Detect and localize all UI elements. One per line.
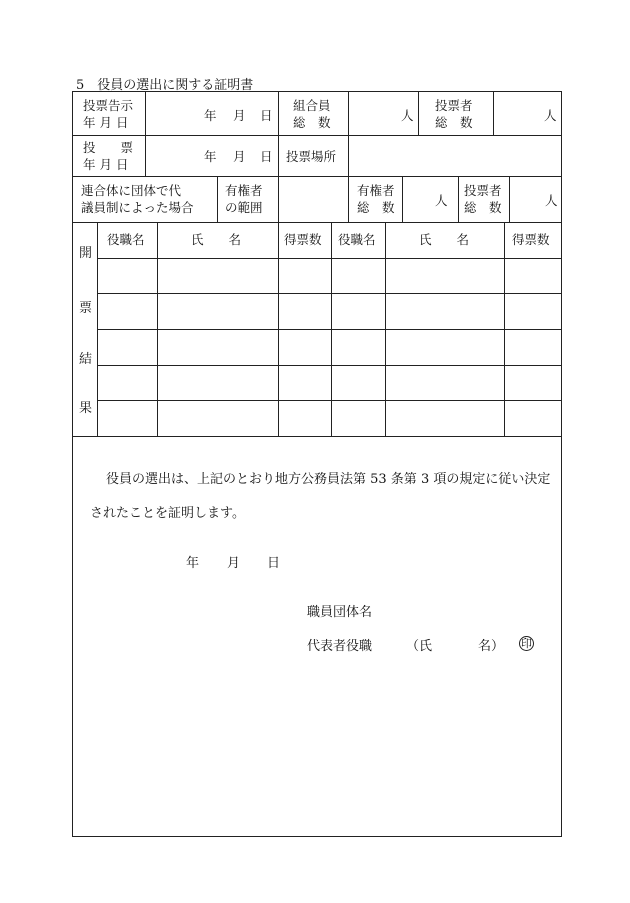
cert-date-day: 日 [267, 556, 281, 571]
year-placeholder: 年 [204, 149, 217, 164]
col-divider [458, 176, 459, 222]
day-placeholder: 日 [260, 149, 273, 164]
results-col-divider [331, 222, 332, 436]
col-divider [348, 135, 349, 176]
results-side-label: 結 [79, 352, 93, 367]
representative-label: 代表者役職 [307, 639, 373, 654]
certification-line-1: 役員の選出は、上記のとおり地方公務員法第 53 条第 3 項の規定に従い決定 [106, 472, 551, 487]
column-header-name: 氏 名 [191, 232, 242, 247]
row-divider [73, 176, 561, 177]
results-col-divider [157, 222, 158, 436]
voters-unit: 人 [544, 108, 557, 123]
cert-date-month: 月 [227, 556, 241, 571]
col-divider [278, 92, 279, 135]
column-header-position: 役職名 [338, 232, 376, 247]
col-divider [145, 135, 146, 176]
vote-date-label: 投 票 年 月 日 [83, 140, 134, 172]
eligible-total-label: 有権者 総 数 [357, 183, 395, 215]
cert-date-year: 年 [186, 556, 200, 571]
results-row-divider [97, 258, 561, 259]
name-open: （氏 [406, 639, 433, 654]
col-divider [418, 92, 419, 135]
org-name-label: 職員団体名 [307, 605, 373, 620]
col-divider [348, 176, 349, 222]
row-divider [73, 222, 561, 223]
col-divider [402, 176, 403, 222]
results-side-label: 果 [79, 401, 93, 416]
certificate-form [72, 91, 562, 837]
eligible-unit: 人 [435, 193, 448, 208]
voting-place-label: 投票場所 [286, 149, 337, 164]
eligible-range-label: 有権者 の範囲 [225, 183, 263, 215]
day-placeholder: 日 [260, 108, 273, 123]
year-placeholder: 年 [204, 108, 217, 123]
column-header-votes: 得票数 [512, 232, 550, 247]
row-divider [73, 135, 561, 136]
col-divider [493, 92, 494, 135]
col-divider [217, 176, 218, 222]
column-header-name: 氏 名 [419, 232, 470, 247]
voters-total-label: 投票者 総 数 [464, 183, 502, 215]
month-placeholder: 月 [233, 108, 246, 123]
col-divider [348, 92, 349, 135]
voters-unit: 人 [545, 193, 558, 208]
column-header-votes: 得票数 [284, 232, 322, 247]
results-side-label: 票 [79, 301, 93, 316]
certification-line-2: されたことを証明します。 [90, 506, 245, 521]
members-unit: 人 [401, 108, 414, 123]
results-bottom-divider [73, 436, 561, 437]
voters-total-label: 投票者 総 数 [435, 98, 473, 130]
federation-label: 連合体に団体で代 議員制によった場合 [81, 183, 194, 215]
results-col-divider [385, 222, 386, 436]
results-row-divider [97, 293, 561, 294]
col-divider [145, 92, 146, 135]
month-placeholder: 月 [233, 149, 246, 164]
results-row-divider [97, 400, 561, 401]
results-col-divider [504, 222, 505, 436]
col-divider [509, 176, 510, 222]
vote-notice-date-label: 投票告示 年 月 日 [83, 98, 134, 130]
column-header-position: 役職名 [107, 232, 145, 247]
col-divider [278, 176, 279, 222]
seal-icon: 印 [521, 637, 532, 650]
results-col-divider [278, 222, 279, 436]
results-row-divider [97, 365, 561, 366]
results-side-label: 開 [79, 246, 93, 261]
name-close: 名） [478, 639, 505, 654]
results-col-divider [97, 222, 98, 436]
members-total-label: 組合員 総 数 [293, 98, 331, 130]
results-row-divider [97, 329, 561, 330]
col-divider [278, 135, 279, 176]
page-title: 5 役員の選出に関する証明書 [76, 78, 254, 93]
